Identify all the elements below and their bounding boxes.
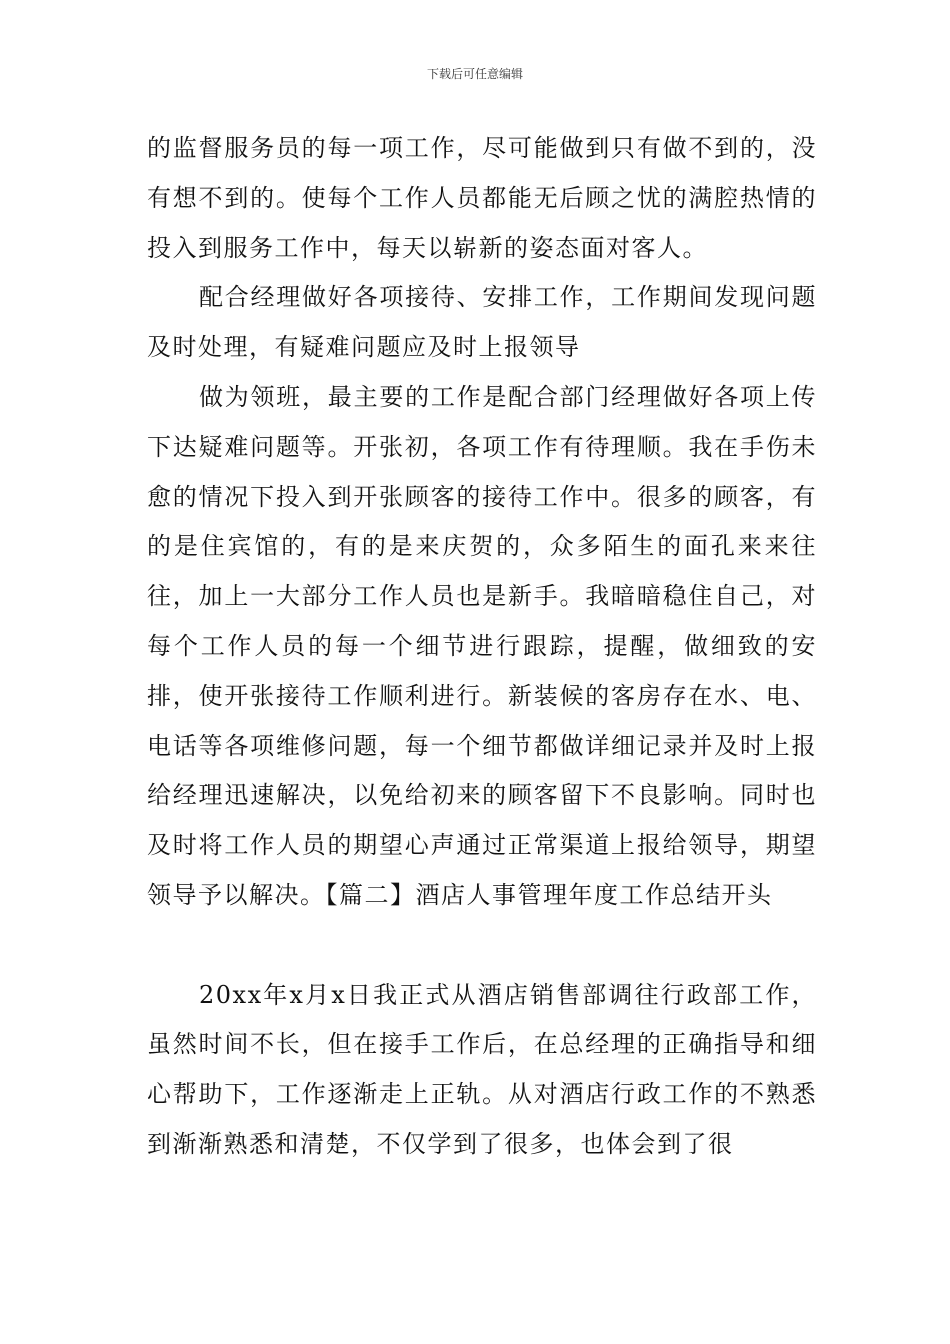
paragraph-spacer	[147, 921, 817, 971]
document-body	[147, 124, 817, 1170]
paragraph-4: 20xx年x月x日我正式从酒店销售部调往行政部工作，虽然时间不长，但在接手工作后，在总经理的正确指导和细心帮助下，工作逐渐走上正轨。从对酒店行政工作的不熟悉到渐渐熟悉和清楚，不仅学到了很多，也体会到了很	[147, 980, 817, 1158]
paragraph-1: 的监督服务员的每一项工作，尽可能做到只有做不到的，没有想不到的。使每个工作人员都能无后顾之忧的满腔热情的投入到服务工作中，每天以崭新的姿态面对客人。	[147, 134, 817, 262]
paragraph-3: 做为领班，最主要的工作是配合部门经理做好各项上传下达疑难问题等。开张初，各项工作有待理顺。我在手伤未愈的情况下投入到开张顾客的接待工作中。很多的顾客，有的是住宾馆的，有的是来庆贺的，众多陌生的面孔来来往往，加上一大部分工作人员也是新手。我暗暗稳住自己，对每个工作人员的每一个细节进行跟踪，提醒，做细致的安排，使开张接待工作顺利进行。新装候的客房存在水、电、电话等各项维修问题，每一个细节都做详细记录并及时上报给经理迅速解决，以免给初来的顾客留下不良影响。同时也及时将工作人员的期望心声通过正常渠道上报给领导，期望领导予以解决。【篇二】酒店人事管理年度工作总结开头	[147, 382, 817, 909]
paragraph-2: 配合经理做好各项接待、安排工作，工作期间发现问题及时处理，有疑难问题应及时上报领导	[147, 283, 817, 362]
page-header: 下载后可任意编辑	[426, 67, 523, 81]
